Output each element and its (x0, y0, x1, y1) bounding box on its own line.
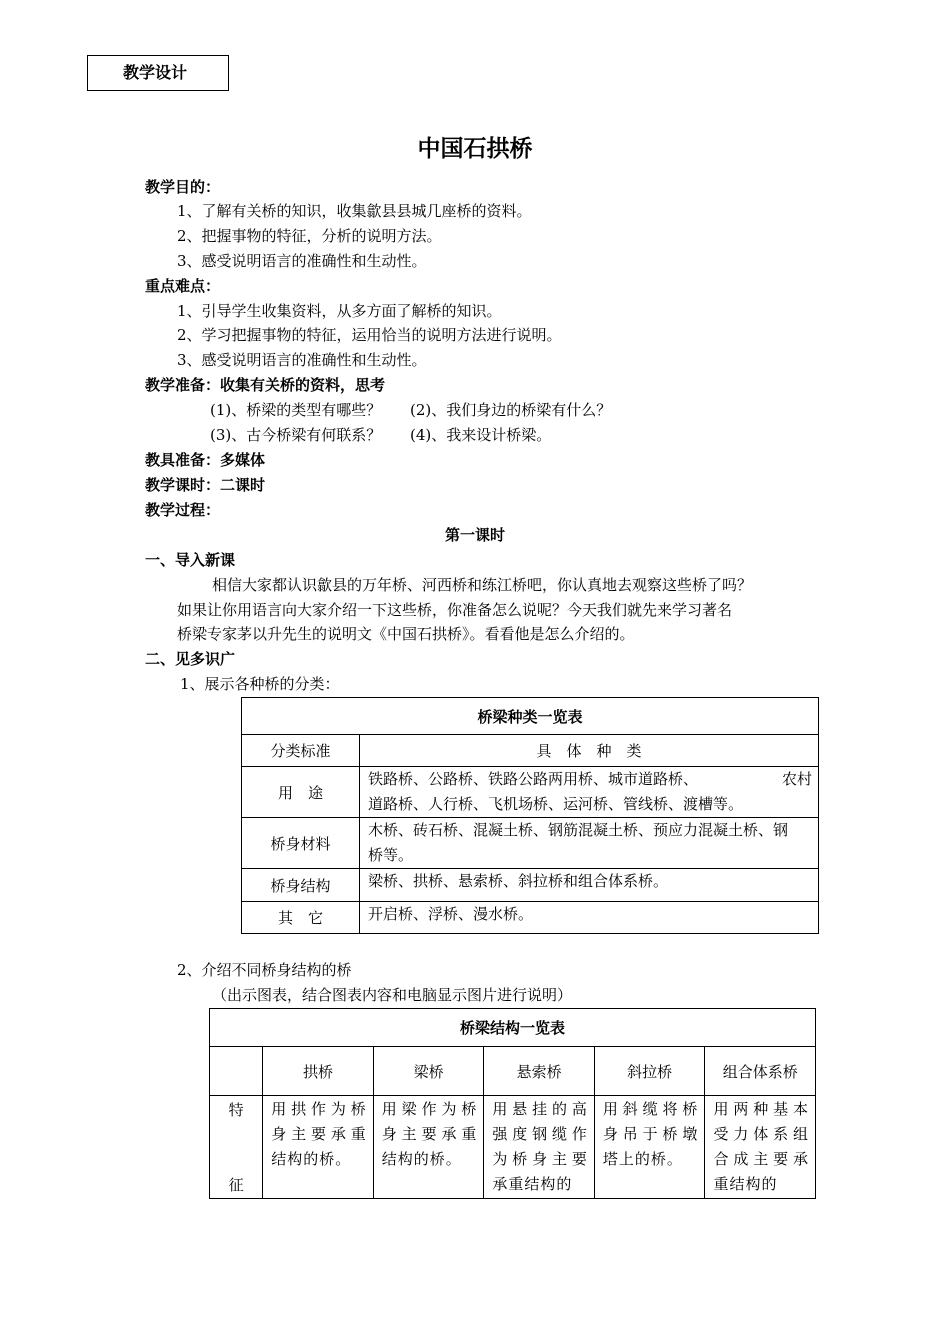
table-cell-value: 用斜缆将桥身吊于桥墩塔上的桥。 (594, 1096, 705, 1199)
document-label-box: 教学设计 (87, 55, 229, 91)
table-header-cell: 梁桥 (373, 1047, 484, 1096)
key-point-item: 2、学习把握事物的特征，运用恰当的说明方法进行说明。 (177, 326, 562, 344)
preparation-question: (3)、古今桥梁有何联系？ (210, 426, 382, 444)
table-header-cell (210, 1047, 263, 1096)
preparation-heading: 教学准备：收集有关桥的资料，思考 (145, 376, 386, 394)
table-caption: 桥梁结构一览表 (210, 1009, 816, 1047)
row-label-bottom: 征 (228, 1176, 244, 1194)
table-row (242, 869, 819, 902)
table-cell-value: 用拱作为桥身主要承重结构的桥。 (263, 1096, 374, 1199)
section-item: 1、展示各种桥的分类： (180, 675, 340, 693)
table-header-cell: 斜拉桥 (594, 1047, 705, 1096)
section-note: （出示图表，结合图表内容和电脑显示图片进行说明） (212, 986, 573, 1004)
objectives-heading: 教学目的： (145, 178, 221, 196)
process-heading: 教学过程： (145, 501, 221, 519)
value-text: 木桥、砖石桥、混凝土桥、钢筋混凝土桥、预应力混凝土桥、钢 (368, 821, 789, 839)
tools-line: 教具准备：多媒体 (145, 451, 266, 469)
preparation-question: (4)、我来设计桥梁。 (410, 426, 552, 444)
value-text: 农村 (781, 770, 812, 788)
objective-item: 3、感受说明语言的准确性和生动性。 (177, 252, 427, 270)
preparation-question: (2)、我们身边的桥梁有什么？ (410, 401, 612, 419)
row-label-cell (210, 1096, 263, 1199)
table-row (242, 902, 819, 934)
objective-item: 2、把握事物的特征，分析的说明方法。 (177, 227, 442, 245)
objective-item: 1、了解有关桥的知识，收集歙县县城几座桥的资料。 (177, 202, 532, 220)
table-cell-category: 桥身结构 (242, 869, 360, 902)
table-header-cell: 分类标准 (242, 735, 360, 767)
table-cell-value: 开启桥、浮桥、漫水桥。 (360, 902, 819, 934)
table-row (210, 1096, 816, 1199)
table-cell-value (360, 767, 819, 818)
row-label-top: 特 (228, 1101, 244, 1119)
table-header-cell: 拱桥 (263, 1047, 374, 1096)
paragraph-line: 桥梁专家茅以升先生的说明文《中国石拱桥》。看看他是怎么介绍的。 (177, 625, 635, 643)
table-row (242, 818, 819, 869)
section-item: 2、介绍不同桥身结构的桥 (177, 961, 352, 979)
value-text: 桥等。 (368, 846, 414, 864)
section-heading: 二、见多识广 (145, 650, 236, 668)
table-cell-category: 桥身材料 (242, 818, 360, 869)
table-cell-category: 用 途 (242, 767, 360, 818)
key-point-item: 1、引导学生收集资料，从多方面了解桥的知识。 (177, 302, 502, 320)
value-text: 道路桥、人行桥、飞机场桥、运河桥、管线桥、渡槽等。 (368, 795, 744, 813)
table-cell-value: 用悬挂的高强度钢缆作为桥身主要承重结构的 (484, 1096, 595, 1199)
table-header-cell: 组合体系桥 (705, 1047, 816, 1096)
table-cell-value: 用梁作为桥身主要承重结构的桥。 (373, 1096, 484, 1199)
section-heading: 一、导入新课 (145, 551, 236, 569)
table-header-row (210, 1047, 816, 1096)
hours-line: 教学课时：二课时 (145, 476, 266, 494)
table-cell-value: 用两种基本受力体系组合成主要承重结构的 (705, 1096, 816, 1199)
table-header-cell: 具 体 种 类 (360, 735, 819, 767)
key-points-heading: 重点难点： (145, 277, 221, 295)
table-cell-category: 其 它 (242, 902, 360, 934)
bridge-types-table (241, 697, 819, 934)
bridge-structure-table (209, 1008, 816, 1199)
paragraph-line: 相信大家都认识歙县的万年桥、河西桥和练江桥吧，你认真地去观察这些桥了吗？ (212, 576, 753, 594)
table-cell-value: 梁桥、拱桥、悬索桥、斜拉桥和组合体系桥。 (360, 869, 819, 902)
paragraph-line: 如果让你用语言向大家介绍一下这些桥，你准备怎么说呢？今天我们就先来学习著名 (177, 601, 733, 619)
table-cell-value (360, 818, 819, 869)
preparation-question: (1)、桥梁的类型有哪些？ (210, 401, 382, 419)
page-title: 中国石拱桥 (417, 136, 533, 162)
lesson-heading: 第一课时 (444, 526, 505, 544)
table-header-cell: 悬索桥 (484, 1047, 595, 1096)
table-caption: 桥梁种类一览表 (242, 698, 819, 735)
table-row (242, 767, 819, 818)
value-text: 铁路桥、公路桥、铁路公路两用桥、城市道路桥、 (368, 770, 699, 788)
key-point-item: 3、感受说明语言的准确性和生动性。 (177, 351, 427, 369)
